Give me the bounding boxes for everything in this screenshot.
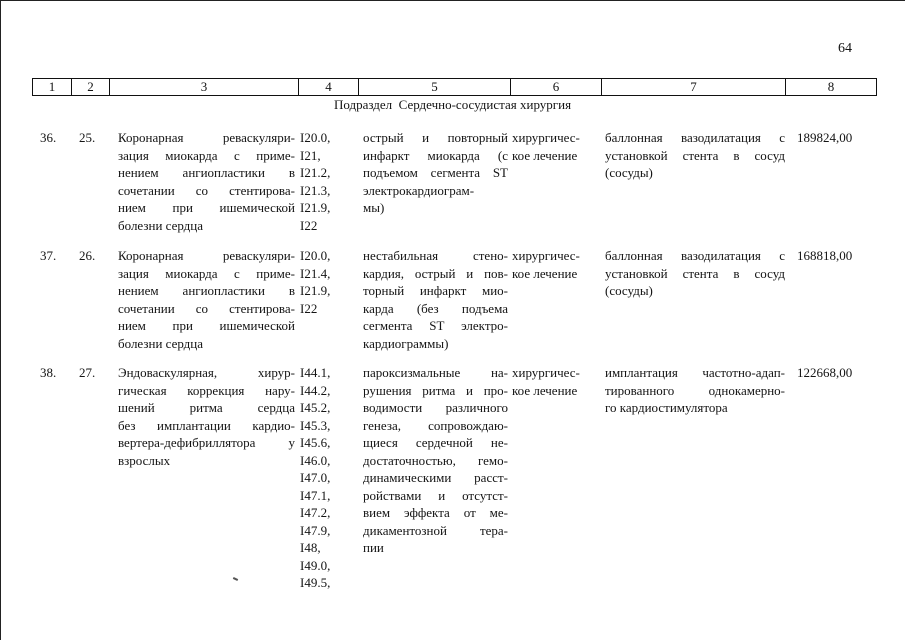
procedure-name-line: зация миокарда с приме- xyxy=(118,265,295,281)
treatment-method-line: установкой стента в сосуд xyxy=(605,147,785,163)
procedure-name-line: нием при ишемической xyxy=(118,318,295,333)
procedure-name-line: нием при ишемической xyxy=(118,200,295,215)
icd-codes-line: I45.2, xyxy=(300,400,331,415)
diagnosis-description-line: дикаментозной тера- xyxy=(363,522,508,538)
diagnosis-description-line: динамическими расст- xyxy=(363,470,508,485)
page-number: 64 xyxy=(838,41,852,56)
treatment-type xyxy=(512,129,596,164)
diagnosis-description-line: вием эффекта от ме- xyxy=(363,505,508,520)
diagnosis-description-line: инфаркт миокарда (с xyxy=(363,147,508,163)
cost-value: 168818,00 xyxy=(797,248,853,263)
diagnosis-description-line: кардия, острый и пов- xyxy=(363,265,508,281)
col-header-3: 3 xyxy=(110,79,299,96)
treatment-method xyxy=(605,364,785,417)
treatment-method-line: баллонная вазодилатация с xyxy=(605,248,785,263)
diagnosis-description-line: щиеся сердечной не- xyxy=(363,435,508,450)
icd-codes-line: I48, xyxy=(300,540,321,555)
treatment-method-line: (сосуды) xyxy=(605,283,653,298)
icd-codes-line: I22 xyxy=(300,217,318,233)
procedure-name xyxy=(118,129,295,234)
icd-codes-line: I21.9, xyxy=(300,200,331,215)
treatment-type-line: кое лечение xyxy=(512,265,578,281)
procedure-name-line: Коронарная реваскуляри- xyxy=(118,130,295,145)
treatment-type-line: хирургичес- xyxy=(512,130,580,145)
col-header-8: 8 xyxy=(786,79,877,96)
diagnosis-description-line: подъемом сегмента ST xyxy=(363,165,508,180)
treatment-type-line: кое лечение xyxy=(512,147,578,163)
diagnosis-description xyxy=(363,364,508,557)
procedure-name-line: нением ангиопластики в xyxy=(118,165,295,180)
icd-codes-line: I21, xyxy=(300,147,321,163)
col-header-4: 4 xyxy=(299,79,359,96)
row-number: 37. xyxy=(40,248,57,263)
icd-codes-line: I47.0, xyxy=(300,470,331,485)
treatment-method-line: тированного однокамерно- xyxy=(605,382,785,398)
diagnosis-description-line: кардиограммы) xyxy=(363,335,449,351)
procedure-name-line: Коронарная реваскуляри- xyxy=(118,248,295,263)
diagnosis-description-line: сегмента ST электро- xyxy=(363,318,508,333)
procedure-name-line: сочетании со стентирова- xyxy=(118,300,295,316)
diagnosis-description-line: рушения ритма и про- xyxy=(363,382,508,398)
icd-codes-line: I46.0, xyxy=(300,452,331,468)
treatment-method-line: установкой стента в сосуд xyxy=(605,265,785,281)
diagnosis-description-line: достаточностью, гемо- xyxy=(363,452,508,468)
cost-value: 122668,00 xyxy=(797,365,853,380)
diagnosis-description-line: пароксизмальные на- xyxy=(363,365,508,380)
diagnosis-description-line: электрокардиограм- xyxy=(363,182,475,198)
treatment-type-line: хирургичес- xyxy=(512,365,580,380)
procedure-name-line: Эндоваскулярная, хирур- xyxy=(118,365,295,380)
icd-codes-line: I47.1, xyxy=(300,487,331,503)
subrow-number: 25. xyxy=(79,130,96,145)
diagnosis-description xyxy=(363,129,508,217)
subrow-number: 26. xyxy=(79,248,96,263)
icd-codes-line: I20.0, xyxy=(300,248,331,263)
icd-codes-line: I21.9, xyxy=(300,283,331,298)
col-header-1: 1 xyxy=(33,79,72,96)
icd-codes-line: I44.1, xyxy=(300,365,331,380)
diagnosis-description-line: карда (без подъема xyxy=(363,300,508,316)
cost-value: 189824,00 xyxy=(797,130,853,145)
subrow-number: 27. xyxy=(79,365,96,380)
treatment-type xyxy=(512,364,596,399)
procedure-name xyxy=(118,247,295,352)
icd-codes xyxy=(300,247,355,317)
icd-codes-line: I45.6, xyxy=(300,435,331,450)
treatment-method xyxy=(605,247,785,300)
procedure-name-line: вертера-дефибриллятора у xyxy=(118,435,295,450)
icd-codes-line: I22 xyxy=(300,300,318,316)
icd-codes-line: I47.9, xyxy=(300,522,331,538)
treatment-type-line: хирургичес- xyxy=(512,248,580,263)
icd-codes-line: I20.0, xyxy=(300,130,331,145)
col-header-5: 5 xyxy=(359,79,511,96)
row-number: 36. xyxy=(40,130,57,145)
procedure-name-line: без имплантации кардио- xyxy=(118,417,295,433)
procedure-name-line: болезни сердца xyxy=(118,217,204,233)
icd-codes-line: I21.2, xyxy=(300,165,331,180)
treatment-method xyxy=(605,129,785,182)
treatment-method-line: имплантация частотно-адап- xyxy=(605,365,785,380)
diagnosis-description-line: острый и повторный xyxy=(363,130,508,145)
subsection-title: Подраздел Сердечно-сосудистая хирургия xyxy=(333,97,572,112)
icd-codes-line: I49.0, xyxy=(300,557,331,573)
icd-codes xyxy=(300,129,355,234)
col-header-7: 7 xyxy=(602,79,786,96)
icd-codes-line: I47.2, xyxy=(300,505,331,520)
icd-codes-line: I44.2, xyxy=(300,382,331,398)
diagnosis-description-line: мы) xyxy=(363,200,385,215)
treatment-method-line: баллонная вазодилатация с xyxy=(605,130,785,145)
diagnosis-description-line: торный инфаркт мио- xyxy=(363,283,508,298)
icd-codes-line: I45.3, xyxy=(300,417,331,433)
icd-codes xyxy=(300,364,355,592)
diagnosis-description-line: генеза, сопровождаю- xyxy=(363,417,508,433)
icd-codes-line: I21.4, xyxy=(300,265,331,281)
treatment-method-line: (сосуды) xyxy=(605,165,653,180)
treatment-type-line: кое лечение xyxy=(512,382,578,398)
procedure-name xyxy=(118,364,295,469)
procedure-name-line: сочетании со стентирова- xyxy=(118,182,295,198)
procedure-name-line: гическая коррекция нару- xyxy=(118,382,295,398)
diagnosis-description-line: пии xyxy=(363,540,384,555)
diagnosis-description xyxy=(363,247,508,352)
treatment-method-line: го кардиостимулятора xyxy=(605,400,728,415)
diagnosis-description-line: водимости различного xyxy=(363,400,508,415)
procedure-name-line: шений ритма сердца xyxy=(118,400,295,415)
col-header-6: 6 xyxy=(511,79,602,96)
procedure-name-line: взрослых xyxy=(118,452,171,468)
col-header-2: 2 xyxy=(72,79,110,96)
treatment-type xyxy=(512,247,596,282)
icd-codes-line: I49.5, xyxy=(300,575,331,590)
diagnosis-description-line: нестабильная стено- xyxy=(363,248,508,263)
diagnosis-description-line: ройствами и отсутст- xyxy=(363,487,508,503)
row-number: 38. xyxy=(40,365,57,380)
procedure-name-line: зация миокарда с приме- xyxy=(118,147,295,163)
procedure-name-line: нением ангиопластики в xyxy=(118,283,295,298)
procedure-name-line: болезни сердца xyxy=(118,335,204,351)
icd-codes-line: I21.3, xyxy=(300,182,331,198)
